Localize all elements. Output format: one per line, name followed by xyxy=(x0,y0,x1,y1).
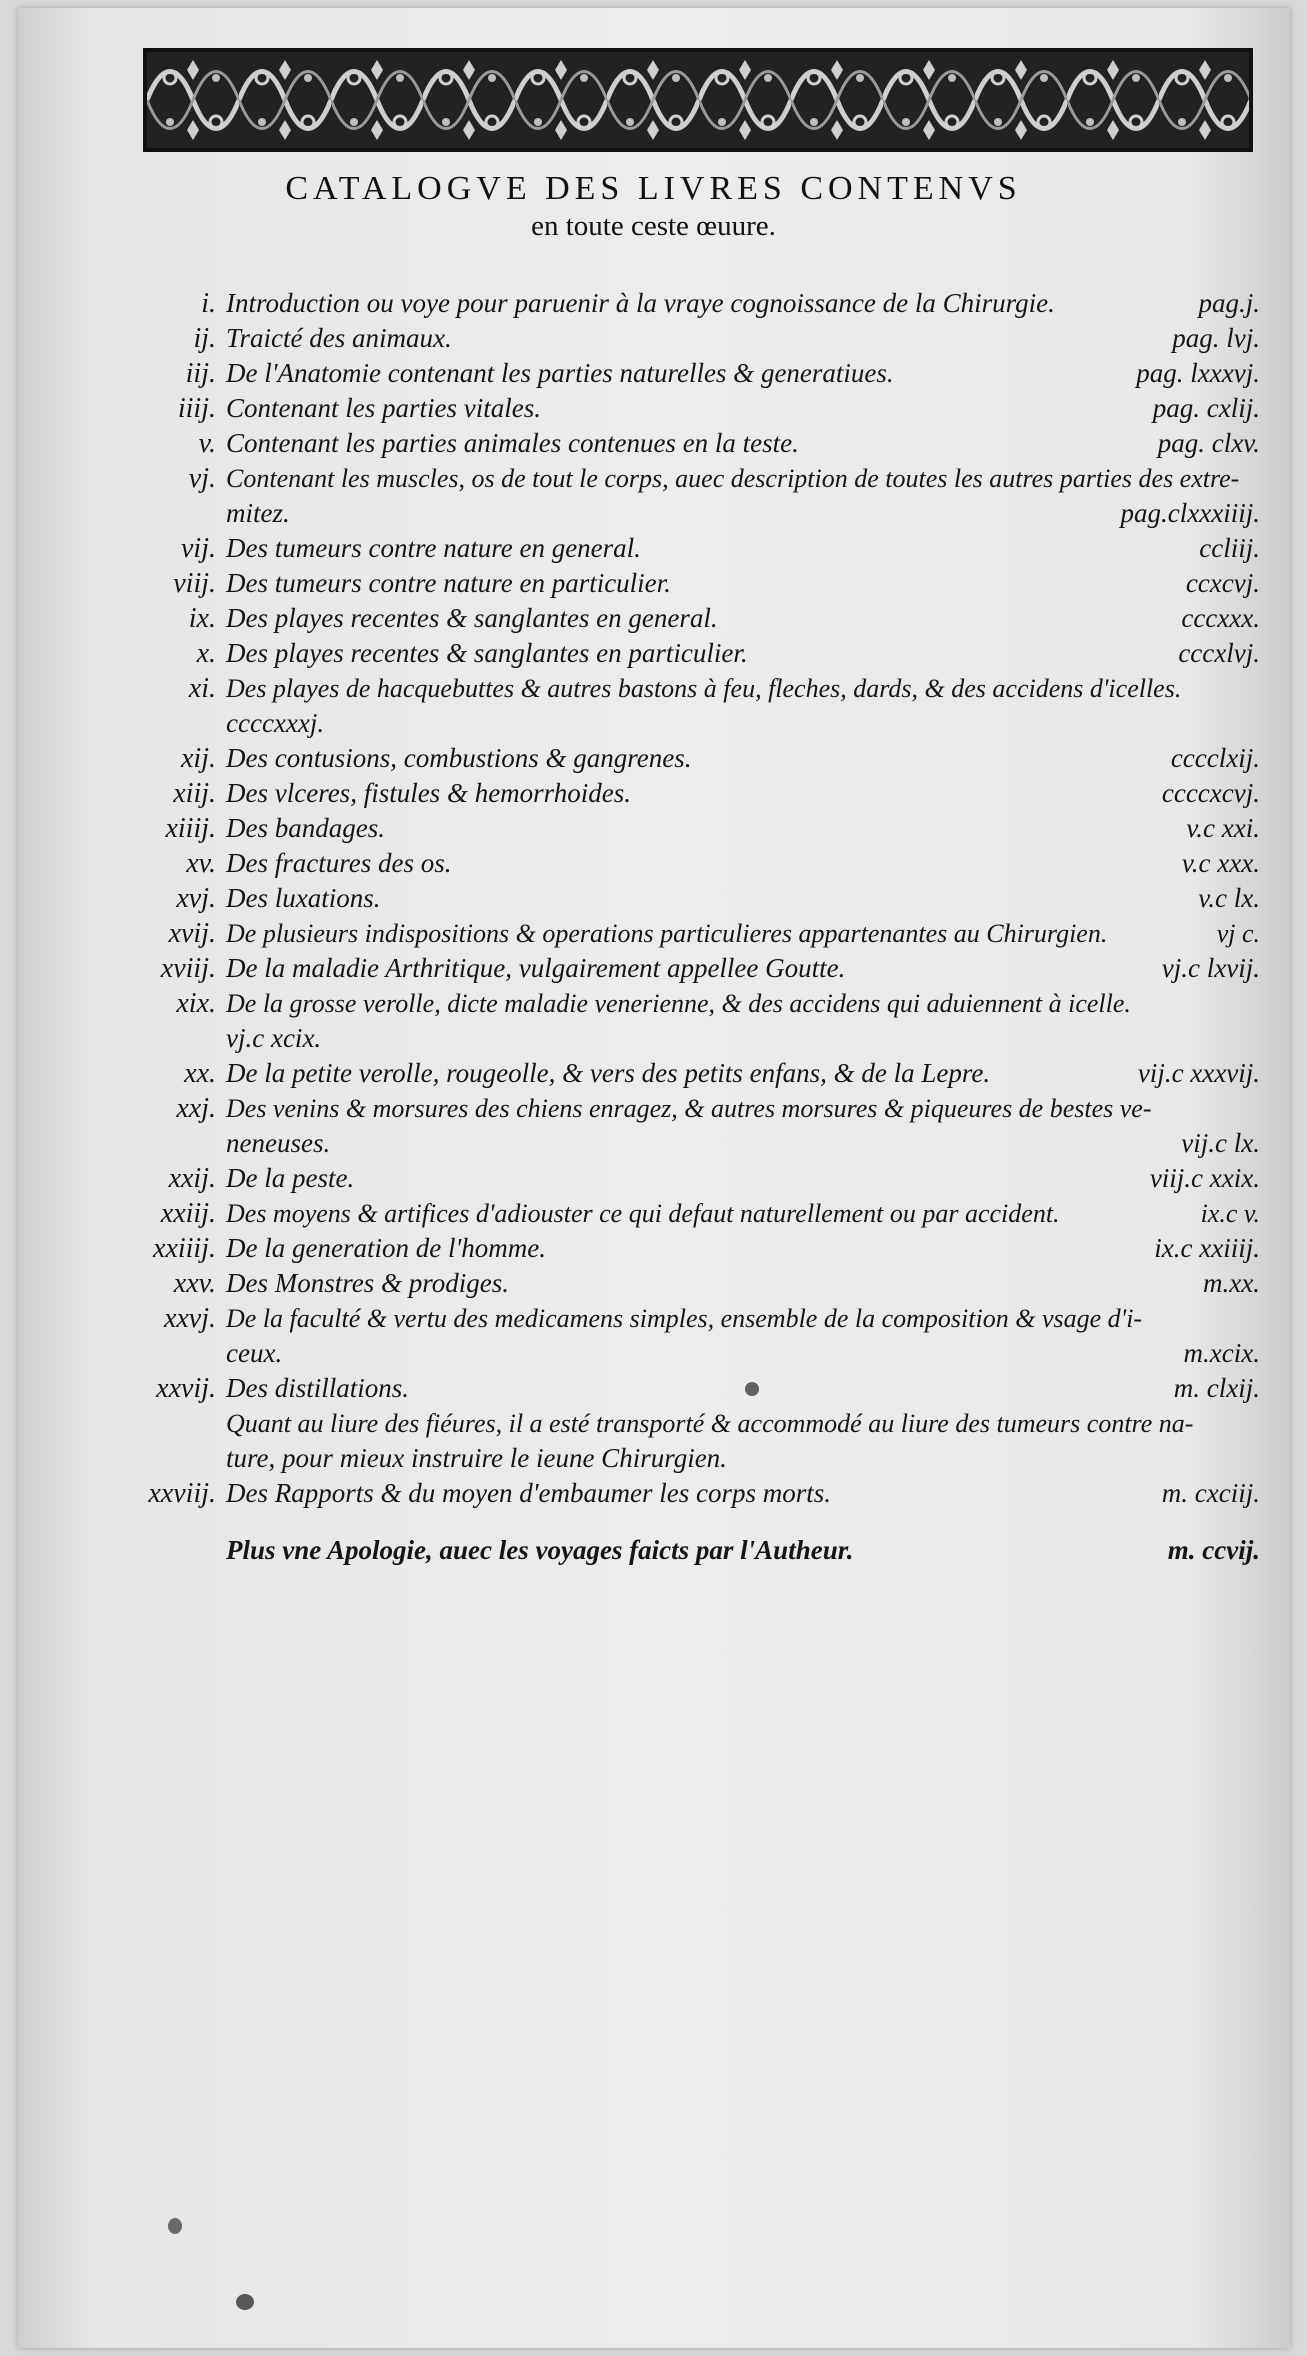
title-block xyxy=(0,170,1307,243)
book-number: iiij. xyxy=(177,393,216,424)
book-number: ij. xyxy=(193,323,216,354)
toc-entry xyxy=(120,1091,1260,1161)
apology-title: Plus vne Apologie, auec les voyages faicts par l'Autheur. xyxy=(226,1535,854,1565)
book-title: Des venins & morsures des chiens enragez, & autres morsures & piqueures de bestes ve- xyxy=(226,1094,1152,1123)
note-text: Quant au liure des fiéures, il a esté transporté & accommodé au liure des tumeurs contre na- xyxy=(226,1409,1194,1438)
book-title: Des vlceres, fistules & hemorrhoides. xyxy=(226,778,631,808)
toc-entry xyxy=(120,811,1260,846)
toc-entry xyxy=(120,776,1260,811)
book-number: xix. xyxy=(176,988,216,1019)
book-number: viij. xyxy=(173,568,216,599)
toc-note xyxy=(120,1406,1260,1476)
book-number: xxij. xyxy=(168,1163,216,1194)
page-reference: ccliij. xyxy=(1199,533,1260,563)
toc-entry xyxy=(120,881,1260,916)
book-number: xi. xyxy=(188,673,216,704)
book-number: xviij. xyxy=(160,953,216,984)
toc-entry xyxy=(120,1196,1260,1231)
book-title-continued: mitez. xyxy=(226,498,290,528)
toc-entry xyxy=(120,951,1260,986)
note-text-continued: ture, pour mieux instruire le ieune Chirurgien. xyxy=(226,1443,727,1473)
book-title: De la peste. xyxy=(226,1163,355,1193)
page-reference: pag. clxv. xyxy=(1157,428,1260,458)
book-title: Des tumeurs contre nature en general. xyxy=(226,533,641,563)
page-reference: cccclxij. xyxy=(1170,743,1260,773)
book-number: v. xyxy=(198,428,216,459)
book-number: xvij. xyxy=(168,918,216,949)
book-title: Introduction ou voye pour paruenir à la vraye cognoissance de la Chirurgie. xyxy=(226,288,1055,318)
book-number: xxj. xyxy=(176,1093,216,1124)
page-reference: m. clxij. xyxy=(1173,1373,1260,1403)
book-title: Des playes recentes & sanglantes en particulier. xyxy=(226,638,748,668)
book-title: Contenant les parties animales contenues en la teste. xyxy=(226,428,799,458)
page-reference: ccccxcvj. xyxy=(1161,778,1260,808)
book-number: i. xyxy=(201,288,216,319)
toc-entry xyxy=(120,1231,1260,1266)
page-reference: cccxlvj. xyxy=(1178,638,1260,668)
book-number: xxv. xyxy=(173,1268,216,1299)
apology-entry xyxy=(120,1533,1260,1568)
ink-blot xyxy=(236,2294,254,2310)
ornament-pattern-icon xyxy=(147,52,1249,148)
book-title: Des distillations. xyxy=(226,1373,410,1403)
page-reference: pag. lvj. xyxy=(1172,323,1260,353)
toc-entry xyxy=(120,986,1260,1056)
page-reference: vj.c lxvij. xyxy=(1161,953,1260,983)
page-reference: m.xcix. xyxy=(1183,1338,1260,1368)
toc-entry xyxy=(120,356,1260,391)
catalog-title: CATALOGVE DES LIVRES CONTENVS xyxy=(285,170,1022,207)
toc-entry xyxy=(120,531,1260,566)
book-title-continued: ceux. xyxy=(226,1338,283,1368)
page-reference: v.c xxx. xyxy=(1181,848,1260,878)
book-number: xxvij. xyxy=(156,1373,216,1404)
book-title: De la generation de l'homme. xyxy=(226,1233,546,1263)
toc-entry xyxy=(120,741,1260,776)
page-reference: m. ccvij. xyxy=(1167,1535,1260,1565)
page-reference: v.c xxi. xyxy=(1186,813,1260,843)
book-title: Des playes de hacquebuttes & autres bastons à feu, fleches, dards, & des accidens d'icelles. xyxy=(226,674,1182,703)
book-title: Des luxations. xyxy=(226,883,381,913)
ink-blot xyxy=(745,1382,759,1396)
book-title: Des playes recentes & sanglantes en general. xyxy=(226,603,718,633)
ink-blot xyxy=(168,2218,182,2234)
decorative-header-band xyxy=(143,48,1253,152)
book-title: Des contusions, combustions & gangrenes. xyxy=(226,743,692,773)
toc-entry xyxy=(120,916,1260,951)
toc-entry xyxy=(120,426,1260,461)
toc-entry xyxy=(120,1476,1260,1511)
toc-entry xyxy=(120,1161,1260,1196)
page-reference: ix.c v. xyxy=(1200,1199,1260,1228)
page-reference: ccxcvj. xyxy=(1185,568,1260,598)
toc-entry xyxy=(120,846,1260,881)
toc-entry xyxy=(120,1266,1260,1301)
book-title: Des bandages. xyxy=(226,813,385,843)
toc-entry xyxy=(120,391,1260,426)
page-reference: pag.clxxxiiij. xyxy=(1120,498,1260,528)
book-title-continued: neneuses. xyxy=(226,1128,331,1158)
book-title: De la petite verolle, rougeolle, & vers des petits enfans, & de la Lepre. xyxy=(226,1058,991,1088)
book-title: De la grosse verolle, dicte maladie venerienne, & des accidens qui aduiennent à icelle. xyxy=(226,989,1131,1018)
book-number: xiiij. xyxy=(165,813,216,844)
page-reference: m. cxciij. xyxy=(1161,1478,1260,1508)
page-reference: vij.c lx. xyxy=(1181,1128,1260,1158)
page-reference: vj c. xyxy=(1216,919,1260,948)
page-reference: pag. lxxxvj. xyxy=(1136,358,1260,388)
toc-entry xyxy=(120,321,1260,356)
book-title: Des moyens & artifices d'adiouster ce qui defaut naturellement ou par accident. xyxy=(226,1199,1060,1228)
page-reference: cccxxx. xyxy=(1181,603,1260,633)
book-number: xij. xyxy=(181,743,216,774)
book-title: De plusieurs indispositions & operations particulieres appartenantes au Chirurgien. xyxy=(226,919,1108,948)
book-number: xvj. xyxy=(176,883,216,914)
book-number: xxiiij. xyxy=(153,1233,216,1264)
book-title: Des Monstres & prodiges. xyxy=(226,1268,509,1298)
book-number: ix. xyxy=(188,603,216,634)
book-title: Contenant les parties vitales. xyxy=(226,393,541,423)
page-reference: vij.c xxxvij. xyxy=(1137,1058,1260,1088)
page-reference: m.xx. xyxy=(1203,1268,1260,1298)
page-reference: pag. cxlij. xyxy=(1152,393,1260,423)
toc-entry xyxy=(120,286,1260,321)
book-number: iij. xyxy=(185,358,216,389)
book-number: x. xyxy=(196,638,216,669)
book-title: Contenant les muscles, os de tout le corps, auec description de toutes les autres parties des extre- xyxy=(226,464,1240,493)
book-number: xxiij. xyxy=(160,1198,216,1229)
book-title: De l'Anatomie contenant les parties naturelles & generatiues. xyxy=(226,358,894,388)
book-number: xv. xyxy=(186,848,216,879)
toc-entry xyxy=(120,566,1260,601)
book-title: De la maladie Arthritique, vulgairement appellee Goutte. xyxy=(226,953,846,983)
toc-entry xyxy=(120,601,1260,636)
book-number: xxvj. xyxy=(163,1303,216,1334)
page-reference: ix.c xxiiij. xyxy=(1154,1233,1260,1263)
book-number: vij. xyxy=(181,533,216,564)
book-title: Traicté des animaux. xyxy=(226,323,452,353)
book-number: xiij. xyxy=(173,778,216,809)
book-number: xxviij. xyxy=(148,1478,216,1509)
book-number: xx. xyxy=(184,1058,216,1089)
page-reference: ccccxxxj. xyxy=(226,708,325,738)
catalog-subtitle: en toute ceste œuure. xyxy=(531,210,776,242)
book-title: Des fractures des os. xyxy=(226,848,452,878)
book-title: Des Rapports & du moyen d'embaumer les corps morts. xyxy=(226,1478,831,1508)
page-reference: v.c lx. xyxy=(1198,883,1260,913)
book-number: vj. xyxy=(188,463,216,494)
toc-entry xyxy=(120,671,1260,741)
page-reference: vj.c xcix. xyxy=(226,1023,322,1053)
page-reference: viij.c xxix. xyxy=(1149,1163,1260,1193)
book-title: De la faculté & vertu des medicamens simples, ensemble de la composition & vsage d'i- xyxy=(226,1304,1143,1333)
toc-entry xyxy=(120,1371,1260,1406)
toc-entry xyxy=(120,461,1260,531)
book-title: Des tumeurs contre nature en particulier. xyxy=(226,568,671,598)
table-of-contents xyxy=(120,286,1260,1568)
toc-entry xyxy=(120,636,1260,671)
page-reference: pag.j. xyxy=(1198,288,1260,318)
toc-entry xyxy=(120,1301,1260,1371)
toc-entry xyxy=(120,1056,1260,1091)
